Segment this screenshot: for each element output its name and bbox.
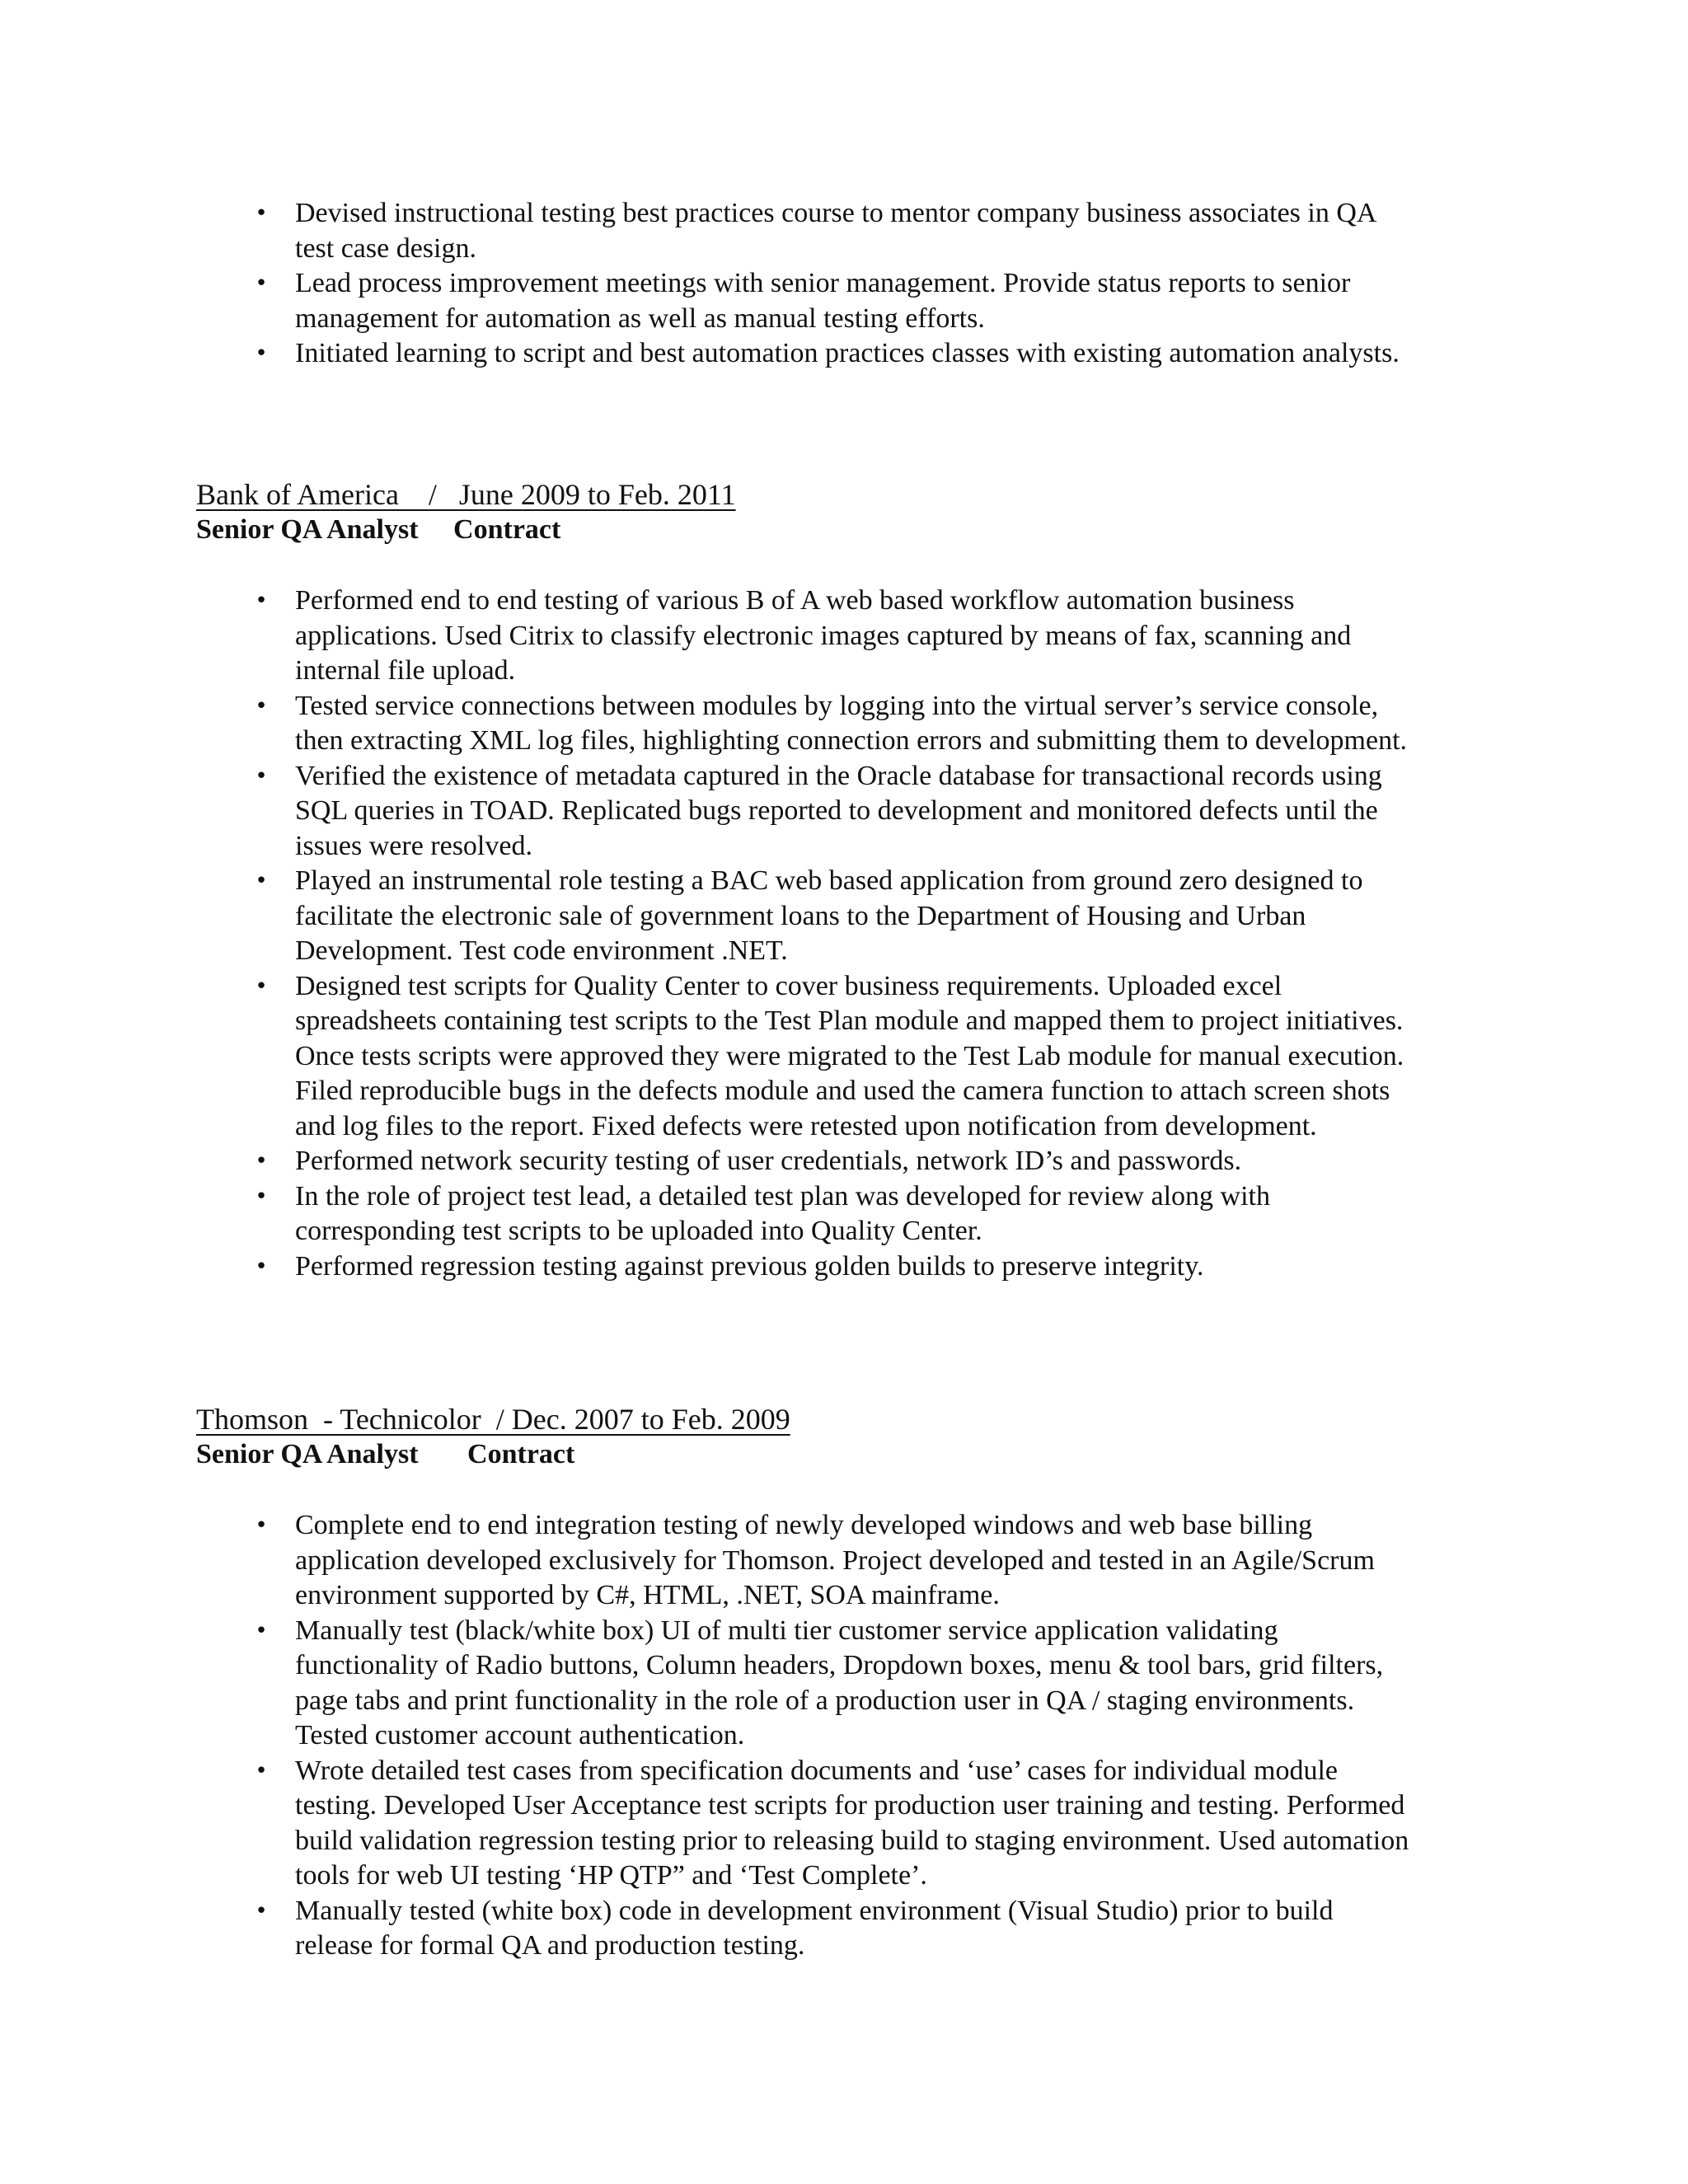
bullet-text: Performed regression testing against previous golden builds to preserve integrity.	[295, 1250, 1204, 1282]
list-item	[196, 336, 1482, 372]
list-item	[196, 969, 1482, 1145]
list-item	[196, 1894, 1482, 1964]
list-item	[196, 864, 1482, 969]
bullet-text: Complete end to end integration testing of newly developed windows and web base billing application developed exclusively for Thomson. Project developed and tested in an Agile/Scrum environment supported by C#, HTML, .NET, SOA mainframe.	[295, 1510, 1375, 1610]
bullet-icon: •	[255, 1758, 268, 1783]
bullet-text: Initiated learning to script and best automation practices classes with existing automation analysts.	[295, 338, 1400, 368]
job-role-thomson-technicolor: Senior QA Analyst Contract	[196, 1439, 575, 1469]
list-item	[196, 1508, 1482, 1614]
bullet-text: Played an instrumental role testing a BAC web based application from ground zero designed to facilitate the electronic sale of government loans to the Department of Housing and Urban Development. Test code environment .NET.	[295, 865, 1363, 966]
bullet-icon: •	[255, 1513, 268, 1538]
bullet-icon: •	[255, 1149, 268, 1174]
bullet-icon: •	[255, 271, 268, 296]
bullet-icon: •	[255, 1898, 268, 1924]
thomson-technicolor-bullet-list	[196, 1508, 1482, 1964]
intro-bullet-list	[196, 196, 1482, 372]
list-item	[196, 196, 1482, 266]
bank-of-america-bullet-list	[196, 583, 1482, 1284]
bullet-text: Devised instructional testing best practices course to mentor company business associates in QA test case design.	[295, 198, 1377, 264]
job-heading-bank-of-america: Bank of America / June 2009 to Feb. 2011	[196, 478, 736, 511]
bullet-text: Lead process improvement meetings with senior management. Provide status reports to senior management for automation as well as manual testing efforts.	[295, 268, 1351, 334]
bullet-text: In the role of project test lead, a detailed test plan was developed for review along with corresponding test scripts to be uploaded into Quality Center.	[295, 1180, 1270, 1246]
bullet-icon: •	[255, 1618, 268, 1643]
bullet-text: Verified the existence of metadata captured in the Oracle database for transactional records using SQL queries in TOAD. Replicated bugs reported to development and monitored defects until the issues were resolved.	[295, 760, 1382, 861]
bullet-icon: •	[255, 973, 268, 999]
bullet-icon: •	[255, 869, 268, 893]
bullet-text: Manually test (black/white box) UI of multi tier customer service application validating functionality of Radio buttons, Column headers, Dropdown boxes, menu & tool bars, grid filters, page tabs and print functionality in the role of a production user in QA / staging environments. Tested customer account authentication.	[295, 1615, 1384, 1750]
bullet-icon: •	[255, 588, 268, 613]
job-heading-thomson-technicolor: Thomson - Technicolor / Dec. 2007 to Feb. 2009	[196, 1403, 790, 1436]
bullet-icon: •	[255, 763, 268, 789]
list-item	[196, 1144, 1482, 1179]
bullet-icon: •	[255, 693, 268, 719]
list-item	[196, 1614, 1482, 1754]
bullet-icon: •	[255, 341, 268, 366]
job-role-bank-of-america: Senior QA Analyst Contract	[196, 514, 561, 545]
list-item	[196, 1249, 1482, 1285]
bullet-text: Designed test scripts for Quality Center to cover business requirements. Uploaded excel spreadsheets containing test scripts to the Test Plan module and mapped them to project initiatives. Once tests scripts were approved they were migrated to the Test Lab module for manual execution. Filed reproducible bugs in the defects module and used the camera function to attach screen shots and log files to the report. Fixed defects were retested upon notification from development.	[295, 970, 1404, 1141]
list-item	[196, 689, 1482, 759]
bullet-text: Wrote detailed test cases from specification documents and ‘use’ cases for individual module testing. Developed User Acceptance test scripts for production user training and testing. Performed build validation regression testing prior to releasing build to staging environment. Used automation tools for web UI testing ‘HP QTP” and ‘Test Complete’.	[295, 1755, 1409, 1891]
list-item	[196, 759, 1482, 865]
bullet-icon: •	[255, 201, 268, 226]
list-item	[196, 266, 1482, 336]
list-item	[196, 1754, 1482, 1894]
list-item	[196, 1179, 1482, 1249]
list-item	[196, 583, 1482, 689]
bullet-text: Performed end to end testing of various B of A web based workflow automation business applications. Used Citrix to classify electronic images captured by means of fax, scanning and internal file upload.	[295, 585, 1352, 686]
bullet-text: Performed network security testing of user credentials, network ID’s and passwords.	[295, 1146, 1242, 1176]
bullet-text: Tested service connections between modules by logging into the virtual server’s service console, then extracting XML log files, highlighting connection errors and submitting them to development.	[295, 690, 1408, 756]
bullet-text: Manually tested (white box) code in development environment (Visual Studio) prior to build release for formal QA and production testing.	[295, 1895, 1334, 1961]
bullet-icon: •	[255, 1183, 268, 1209]
bullet-icon: •	[255, 1254, 268, 1279]
